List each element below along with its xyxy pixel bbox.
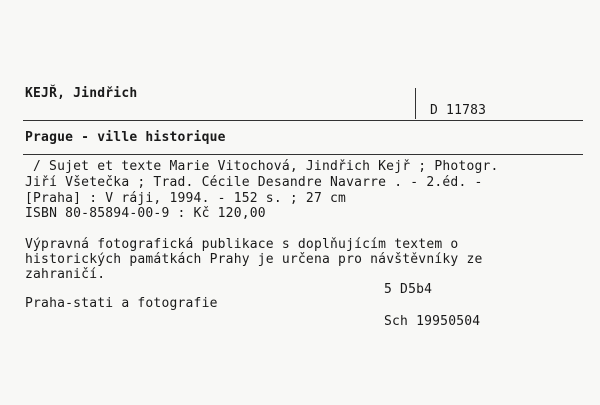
description-line-3: [Praha] : V ráji, 1994. - 152 s. ; 27 cm: [25, 191, 347, 206]
cataloger-stamp: Sch 19950504: [384, 314, 481, 329]
annotation-line-2: historických památkách Prahy je určena pro návštěvníky ze: [25, 252, 483, 267]
description-line-2: Jiří Všetečka ; Trad. Cécile Desandre Navarre . - 2.éd. -: [25, 175, 483, 190]
description-line-4: ISBN 80-85894-00-9 : Kč 120,00: [25, 206, 266, 221]
header-divider-vertical: [415, 88, 416, 119]
header-rule: [23, 120, 583, 121]
classification-code: 5 D5b4: [384, 282, 433, 297]
call-number: D 11783: [430, 103, 487, 118]
description-line-1: / Sujet et texte Marie Vitochová, Jindřich Kejř ; Photogr.: [33, 159, 499, 174]
author-heading: KEJŘ, Jindřich: [25, 86, 138, 101]
annotation-line-3: zahraničí.: [25, 267, 106, 282]
record-title: Prague - ville historique: [25, 130, 226, 145]
annotation-line-1: Výpravná fotografická publikace s doplňujícím textem o: [25, 237, 459, 252]
title-rule: [23, 154, 583, 155]
subject-heading: Praha-stati a fotografie: [25, 296, 218, 311]
